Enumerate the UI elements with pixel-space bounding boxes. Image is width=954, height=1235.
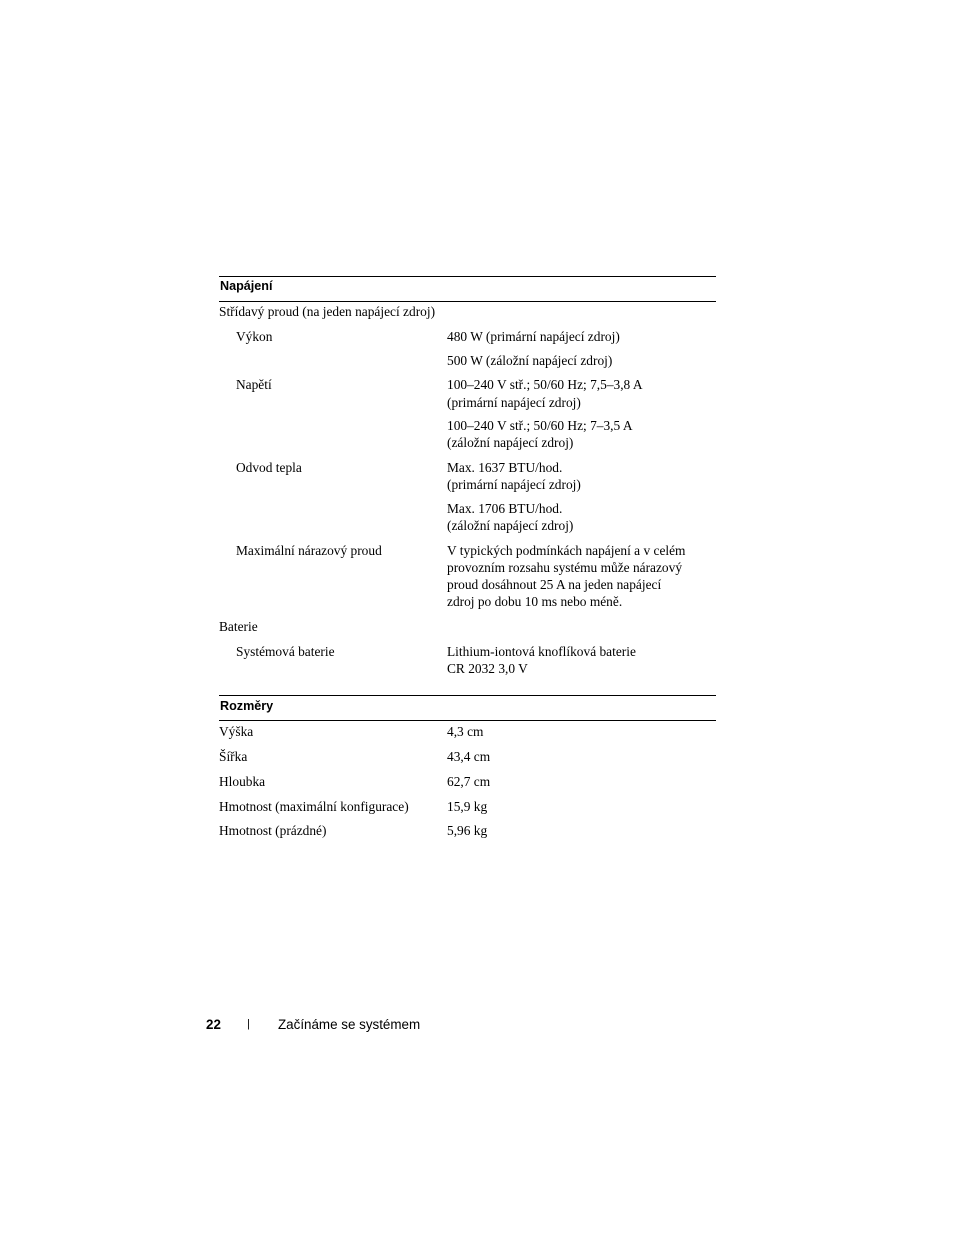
height-value: 4,3 cm [447, 724, 484, 739]
weight-max-value: 15,9 kg [447, 799, 488, 814]
inrush-value-line1: V typických podmínkách napájení a v celém [447, 543, 686, 558]
dimensions-header-rule [219, 720, 716, 721]
section-header-rule [219, 301, 716, 302]
system-battery-value-line1: Lithium-iontová knoflíková baterie [447, 644, 636, 659]
wattage-value-primary: 480 W (primární napájecí zdroj) [447, 329, 620, 344]
depth-value: 62,7 cm [447, 774, 491, 789]
footer-separator: | [247, 1018, 250, 1030]
voltage-label: Napětí [236, 377, 272, 392]
weight-max-label: Hmotnost (maximální konfigurace) [219, 799, 409, 814]
section-top-rule [219, 276, 716, 277]
width-label: Šířka [219, 749, 248, 764]
dimensions-top-rule [219, 695, 716, 696]
heat-value-redundant-note: (záložní napájecí zdroj) [447, 518, 574, 533]
width-value: 43,4 cm [447, 749, 491, 764]
inrush-value-line3: proud dosáhnout 25 A na jeden napájecí [447, 577, 662, 592]
system-battery-label: Systémová baterie [236, 644, 335, 659]
weight-empty-label: Hmotnost (prázdné) [219, 823, 327, 838]
footer-title: Začínáme se systémem [278, 1017, 421, 1032]
depth-label: Hloubka [219, 774, 266, 789]
inrush-value-line4: zdroj po dobu 10 ms nebo méně. [447, 594, 623, 609]
power-heading: Napájení [220, 279, 273, 293]
heat-label: Odvod tepla [236, 460, 302, 475]
heat-value-redundant: Max. 1706 BTU/hod. [447, 501, 563, 516]
inrush-label: Maximální nárazový proud [236, 543, 382, 558]
wattage-label: Výkon [236, 329, 273, 344]
heat-value-primary-note: (primární napájecí zdroj) [447, 477, 581, 492]
height-label: Výška [219, 724, 254, 739]
battery-label: Baterie [219, 619, 258, 634]
weight-empty-value: 5,96 kg [447, 823, 488, 838]
inrush-value-line2: provozním rozsahu systému může nárazový [447, 560, 683, 575]
voltage-value-primary: 100–240 V stř.; 50/60 Hz; 7,5–3,8 A [447, 377, 643, 392]
heat-value-primary: Max. 1637 BTU/hod. [447, 460, 563, 475]
system-battery-value-line2: CR 2032 3,0 V [447, 661, 528, 676]
voltage-value-redundant-note: (záložní napájecí zdroj) [447, 435, 574, 450]
page-number: 22 [206, 1017, 221, 1032]
voltage-value-redundant: 100–240 V stř.; 50/60 Hz; 7–3,5 A [447, 418, 633, 433]
ac-label: Střídavý proud (na jeden napájecí zdroj) [219, 304, 436, 319]
voltage-value-primary-note: (primární napájecí zdroj) [447, 395, 581, 410]
wattage-value-redundant: 500 W (záložní napájecí zdroj) [447, 353, 613, 368]
dimensions-heading: Rozměry [220, 699, 274, 713]
